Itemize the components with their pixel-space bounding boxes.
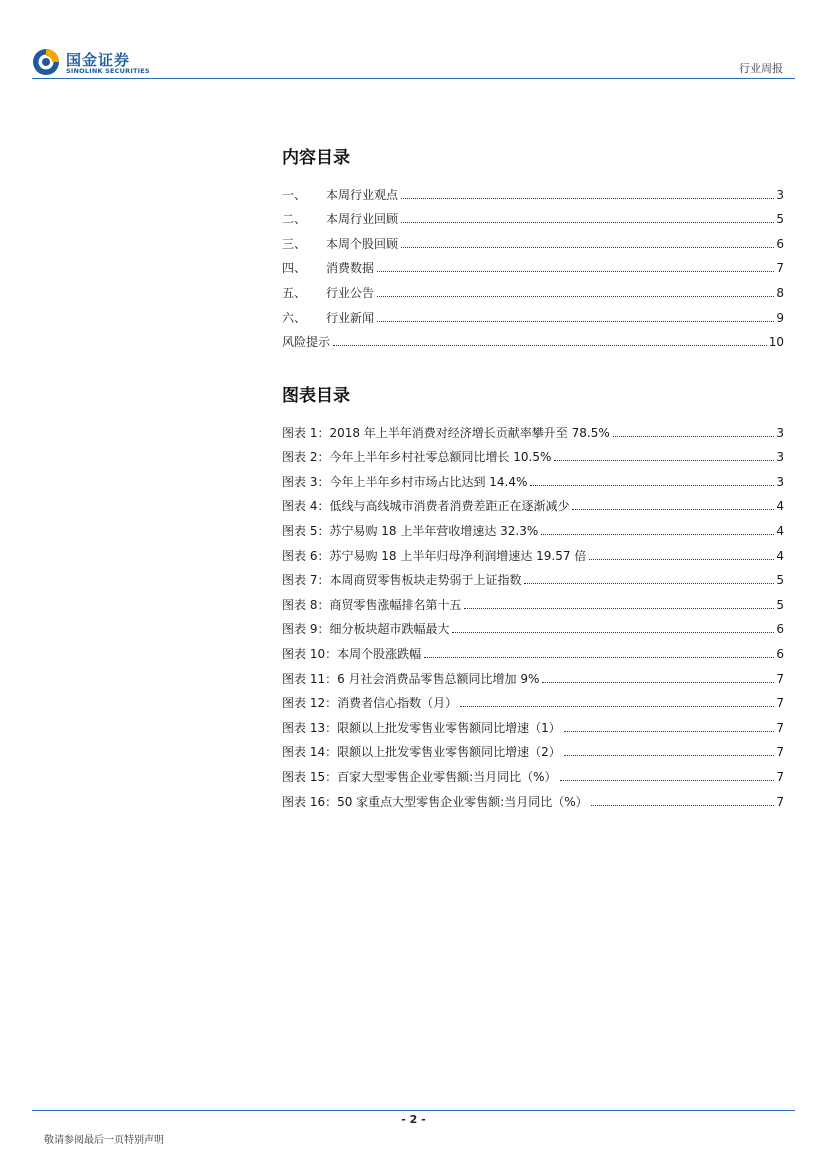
figures-entry[interactable]	[282, 489, 784, 514]
entry-page-number: 3	[776, 425, 784, 440]
entry-page-number: 5	[776, 212, 784, 227]
dot-leader	[564, 755, 775, 756]
entry-page-number: 3	[776, 474, 784, 489]
dot-leader	[530, 485, 774, 486]
figures-entry[interactable]	[282, 587, 784, 612]
contents-entry[interactable]	[282, 226, 784, 251]
contents-entry[interactable]	[282, 177, 784, 202]
entry-page-number: 7	[776, 696, 784, 711]
figures-entry[interactable]	[282, 759, 784, 784]
dot-leader	[541, 534, 774, 535]
dot-leader	[542, 682, 774, 683]
dot-leader	[460, 706, 774, 707]
entry-page-number: 6	[776, 646, 784, 661]
entry-page-number: 5	[776, 597, 784, 612]
dot-leader	[589, 559, 774, 560]
dot-leader	[333, 345, 767, 346]
entry-label: 图表 1：2018 年上半年消费对经济增长贡献率攀升至 78.5%	[282, 425, 610, 440]
dot-leader	[560, 780, 775, 781]
entry-page-number: 7	[776, 671, 784, 686]
dot-leader	[591, 805, 775, 806]
entry-page-number: 9	[776, 310, 784, 325]
entry-number: 三、	[282, 236, 307, 251]
page-number: - 2 -	[401, 1113, 426, 1126]
entry-label: 图表 14：限额以上批发零售业零售额同比增速（2）	[282, 745, 561, 760]
entry-number: 六、	[282, 310, 307, 325]
figures-entry[interactable]	[282, 686, 784, 711]
dot-leader	[401, 247, 774, 248]
disclaimer-text: 敬请参阅最后一页特别声明	[44, 1135, 164, 1146]
dot-leader	[524, 583, 774, 584]
entry-page-number: 8	[776, 285, 784, 300]
contents-list	[282, 177, 784, 349]
entry-label: 消费数据	[326, 261, 375, 276]
footer-divider	[32, 1110, 795, 1111]
figures-entry[interactable]	[282, 440, 784, 465]
figures-title: 图表目录	[282, 386, 350, 406]
entry-number: 五、	[282, 285, 307, 300]
entry-label: 图表 16：50 家重点大型零售企业零售额:当月同比（%）	[282, 794, 588, 809]
figures-entry[interactable]	[282, 415, 784, 440]
figures-list	[282, 415, 784, 809]
figures-entry[interactable]	[282, 612, 784, 637]
entry-number: 四、	[282, 261, 307, 276]
entry-number: 二、	[282, 212, 307, 227]
contents-entry[interactable]	[282, 251, 784, 276]
dot-leader	[377, 271, 774, 272]
entry-label: 图表 3：今年上半年乡村市场占比达到 14.4%	[282, 474, 528, 489]
sinolink-logo-icon	[32, 48, 60, 76]
entry-label: 图表 8：商贸零售涨幅排名第十五	[282, 597, 462, 612]
entry-label: 行业公告	[326, 285, 375, 300]
contents-entry[interactable]	[282, 325, 784, 350]
entry-page-number: 7	[776, 720, 784, 735]
entry-label: 图表 4：低线与高线城市消费者消费差距正在逐渐减少	[282, 499, 570, 514]
entry-number: 一、	[282, 187, 307, 202]
entry-label: 图表 9：细分板块超市跌幅最大	[282, 622, 450, 637]
entry-page-number: 4	[776, 523, 784, 538]
figures-entry[interactable]	[282, 784, 784, 809]
dot-leader	[613, 436, 775, 437]
entry-label: 图表 15：百家大型零售企业零售额:当月同比（%）	[282, 769, 557, 784]
report-type-label: 行业周报	[739, 62, 783, 75]
entry-page-number: 4	[776, 499, 784, 514]
dot-leader	[401, 198, 774, 199]
figures-entry[interactable]	[282, 464, 784, 489]
figures-entry[interactable]	[282, 710, 784, 735]
contents-entry[interactable]	[282, 300, 784, 325]
dot-leader	[377, 321, 774, 322]
header-divider	[32, 78, 795, 79]
entry-label: 图表 13：限额以上批发零售业零售额同比增速（1）	[282, 720, 561, 735]
entry-label: 图表 11：6 月社会消费品零售总额同比增加 9%	[282, 671, 540, 686]
entry-page-number: 7	[776, 745, 784, 760]
entry-label: 图表 10：本周个股涨跌幅	[282, 646, 422, 661]
entry-page-number: 6	[776, 236, 784, 251]
entry-page-number: 5	[776, 573, 784, 588]
figures-entry[interactable]	[282, 661, 784, 686]
dot-leader	[554, 460, 774, 461]
entry-page-number: 4	[776, 548, 784, 563]
entry-label: 图表 7：本周商贸零售板块走势弱于上证指数	[282, 573, 522, 588]
figures-toc	[282, 381, 784, 809]
dot-leader	[564, 731, 775, 732]
entry-label: 本周行业观点	[326, 187, 399, 202]
entry-page-number: 7	[776, 794, 784, 809]
logo-chinese-name: 国金证券	[66, 51, 131, 69]
dot-leader	[452, 632, 774, 633]
logo-english-name: SINOLINK SECURITIES	[66, 67, 150, 75]
entry-page-number: 10	[768, 335, 784, 350]
entry-label: 风险提示	[282, 335, 331, 350]
entry-label: 图表 6：苏宁易购 18 上半年归母净利润增速达 19.57 倍	[282, 548, 587, 563]
entry-page-number: 3	[776, 450, 784, 465]
entry-label: 本周行业回顾	[326, 212, 399, 227]
figures-entry[interactable]	[282, 735, 784, 760]
company-logo	[32, 48, 162, 80]
contents-entry[interactable]	[282, 202, 784, 227]
contents-toc	[282, 143, 784, 349]
dot-leader	[377, 296, 774, 297]
figures-entry[interactable]	[282, 563, 784, 588]
entry-label: 图表 2：今年上半年乡村社零总额同比增长 10.5%	[282, 450, 552, 465]
entry-label: 图表 5：苏宁易购 18 上半年营收增速达 32.3%	[282, 523, 539, 538]
entry-page-number: 3	[776, 187, 784, 202]
figures-entry[interactable]	[282, 538, 784, 563]
contents-entry[interactable]	[282, 275, 784, 300]
contents-title: 内容目录	[282, 148, 350, 168]
entry-label: 图表 12：消费者信心指数（月）	[282, 696, 458, 711]
dot-leader	[401, 222, 774, 223]
dot-leader	[464, 608, 774, 609]
figures-entry[interactable]	[282, 636, 784, 661]
entry-page-number: 7	[776, 261, 784, 276]
entry-page-number: 7	[776, 769, 784, 784]
entry-label: 行业新闻	[326, 310, 375, 325]
dot-leader	[424, 657, 774, 658]
dot-leader	[572, 509, 774, 510]
entry-label: 本周个股回顾	[326, 236, 399, 251]
entry-page-number: 6	[776, 622, 784, 637]
figures-entry[interactable]	[282, 513, 784, 538]
